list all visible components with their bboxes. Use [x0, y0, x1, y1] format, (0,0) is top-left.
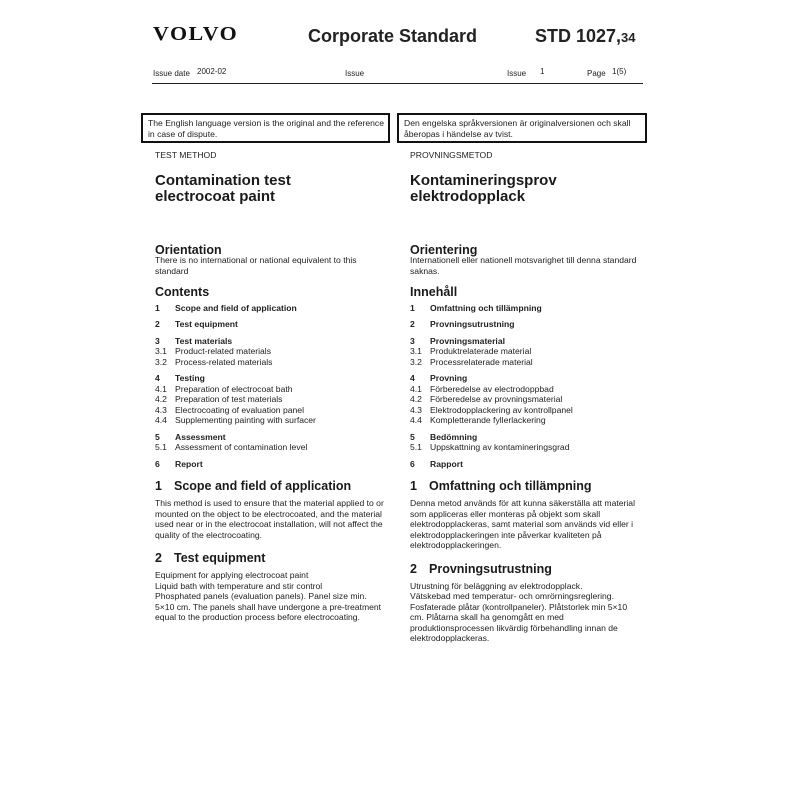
orientation-text-sv: Internationell eller nationell motsvarighet till denna standard saknas.	[410, 255, 637, 276]
document-title-sv-line-2: elektrodopplack	[410, 187, 526, 205]
table-of-contents	[155, 303, 387, 470]
toc-item[interactable]: 4.4 Supplementing painting with surfacer	[155, 415, 316, 425]
swedish-notice-box: Den engelska språkversionen är originalversionen och skall åberopas i händelse av tvist.	[397, 113, 647, 143]
toc-item-sv[interactable]: 3.1 Produktrelaterade material	[410, 346, 532, 356]
toc-item-sv[interactable]: 4.1 Förberedelse av electrodoppbad	[410, 383, 554, 394]
table-of-contents-sv	[410, 303, 642, 470]
volvo-logo: VOLVO	[153, 22, 239, 45]
standard-number-suffix: 34	[621, 30, 636, 45]
toc-item-sv[interactable]: 1 Omfattning och tillämpning	[410, 302, 542, 313]
toc-item[interactable]: 4 Testing	[155, 373, 205, 383]
section-2-paragraph: Equipment for applying electrocoat paint	[155, 570, 309, 580]
test-method-label-sv: PROVNINGSMETOD	[410, 150, 493, 160]
toc-item[interactable]: 3.1 Product-related materials	[155, 346, 272, 356]
orientation-heading-sv: Orientering	[410, 242, 478, 257]
issue-date-label: Issue date	[153, 69, 190, 78]
section-2-heading-sv: 2 Provningsutrustning	[410, 561, 552, 576]
toc-item[interactable]: 4.2 Preparation of test materials	[155, 394, 283, 404]
toc-item-sv[interactable]: 5.1 Uppskattning av kontamineringsgrad	[410, 442, 570, 452]
section-2-paragraph-sv: Utrustning för beläggning av elektrodopplack.	[410, 580, 583, 591]
orientation-heading: Orientation	[155, 242, 222, 257]
toc-item[interactable]: 1 Scope and field of application	[155, 302, 297, 313]
toc-item[interactable]: 5.1 Assessment of contamination level	[155, 442, 308, 452]
toc-item[interactable]: 6 Report	[155, 458, 203, 469]
section-1-text: This method is used to ensure that the material applied to or mounted on the object to be electrocoated, and the material used near or in the electrocoat installation, will not affect the quality of the electrocoating.	[155, 498, 384, 540]
toc-item-sv[interactable]: 4.3 Elektrodopplackering av kontrollpanel	[410, 404, 573, 415]
toc-item[interactable]: 4.1 Preparation of electrocoat bath	[155, 383, 293, 394]
document-type-title: Corporate Standard	[308, 26, 478, 46]
toc-item-sv[interactable]: 5 Bedömning	[410, 431, 478, 442]
section-2-heading: 2 Test equipment	[155, 551, 266, 565]
english-column	[155, 150, 387, 623]
english-notice-box: The English language version is the original and the reference in case of dispute.	[141, 113, 390, 143]
test-method-label: TEST METHOD	[155, 150, 217, 160]
page-value: 1(5)	[612, 67, 627, 76]
issue-number-label: Issue	[507, 69, 527, 78]
section-2-paragraph: Liquid bath with temperature and stir control	[155, 580, 323, 591]
issue-label: Issue	[345, 69, 365, 78]
document-title-sv	[410, 173, 642, 205]
toc-item[interactable]: 4.3 Electrocoating of evaluation panel	[155, 404, 304, 415]
toc-item-sv[interactable]: 4.4 Kompletterande fyllerlackering	[410, 415, 546, 425]
section-1-heading-sv: 1 Omfattning och tillämpning	[410, 479, 592, 493]
orientation-text: There is no international or national equivalent to this standard	[155, 255, 357, 276]
document-title-line-2: electrocoat paint	[155, 187, 276, 205]
document-title-line-1: Contamination test	[155, 171, 291, 189]
section-1-text-sv: Denna metod används för att kunna säkerställa att material som appliceras eller monteras på objekt som skall elektrodopplackeras, samt material som används vid eller i elektrodopplackeringen inte påverkar kvaliteten på elektrodopplackeringen.	[410, 498, 635, 550]
toc-item-sv[interactable]: 4 Provning	[410, 373, 468, 383]
toc-item-sv[interactable]: 4.2 Förberedelse av provningsmaterial	[410, 394, 563, 404]
toc-item-sv[interactable]: 3 Provningsmaterial	[410, 335, 505, 346]
toc-item[interactable]: 5 Assessment	[155, 431, 226, 442]
page-label: Page	[587, 69, 606, 78]
toc-item[interactable]: 3.2 Process-related materials	[155, 356, 273, 367]
section-2-paragraph-sv: Vätskebad med temperatur- och omrörningsreglering.	[410, 591, 614, 601]
swedish-column	[410, 150, 642, 644]
toc-item-sv[interactable]: 2 Provningsutrustning	[410, 319, 515, 329]
section-2-paragraph-sv: Fosfaterade plåtar (kontrollpaneler). Plåtstorlek min 5×10 cm. Plåtarna skall ha genomgått en med produktionsprocessen likvärdig förbehandling innan de elektrodopplackeras.	[410, 601, 628, 643]
toc-item[interactable]: 3 Test materials	[155, 335, 233, 346]
section-2-paragraph: Phosphated panels (evaluation panels). Panel size min. 5×10 cm. The panels shall have undergone a pre-treatment equal to the production process before electrocoating.	[155, 591, 382, 622]
standard-number-main: STD 1027,	[535, 26, 622, 46]
document-title-sv-line-1: Kontamineringsprov	[410, 171, 557, 189]
contents-heading: Contents	[155, 285, 210, 299]
header-divider	[152, 83, 643, 84]
contents-heading-sv: Innehåll	[410, 285, 458, 299]
standard-number	[535, 26, 636, 47]
toc-item[interactable]: 2 Test equipment	[155, 319, 238, 329]
section-1-heading: 1 Scope and field of application	[155, 479, 352, 493]
issue-number-value: 1	[540, 67, 545, 76]
toc-item-sv[interactable]: 3.2 Processrelaterade material	[410, 356, 533, 367]
issue-date-value: 2002-02	[197, 67, 227, 76]
document-title	[155, 173, 387, 205]
toc-item-sv[interactable]: 6 Rapport	[410, 458, 463, 469]
